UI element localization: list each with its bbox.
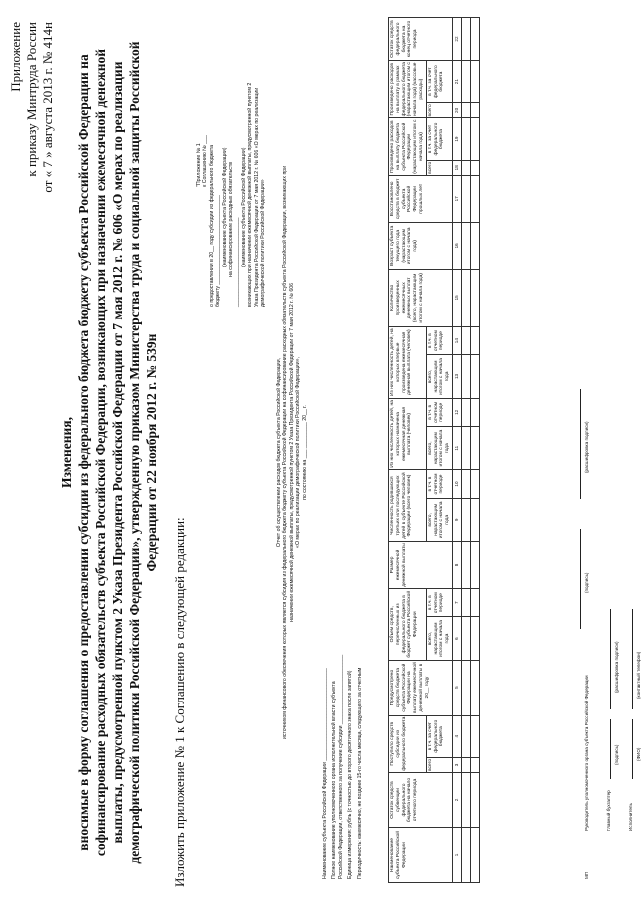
table-number-cell: 2: [452, 773, 461, 828]
report-info: [322, 459, 363, 879]
table-header-cell: Предусмотрено средств бюджета субъекта Российской Федерации на выплату ежемесячной денежной выплаты в 20__ году: [389, 660, 453, 715]
executor-label: Исполнитель: [628, 803, 633, 831]
title-line-6: Федерации от 22 ноября 2012 г. № 539н: [144, 333, 159, 572]
table-number-cell: 10: [452, 470, 461, 499]
appendix-line-7: _______________________________: [234, 217, 241, 307]
appendix-line-2: к Соглашению № ___: [202, 135, 209, 187]
order-header: [8, 22, 56, 193]
appendix-block: [196, 17, 266, 307]
head-decode-line: [580, 389, 581, 499]
table-header-cell: Остаток средств субвенции федерального бюджета на начало отчетного периода: [389, 773, 453, 828]
table-header-cell: Численность родившихся третьих или последующих детей в субъекте Российской Федерации (всего человек): [389, 470, 427, 542]
info-authority: Полное наименование уполномоченного органа исполнительной власти субъекта: [331, 681, 338, 879]
title-line-5: демографической политики Российской Федерации», утвержденную приказом Министерства труда и социальной защиты Российской: [127, 41, 142, 864]
table-subheader-cell: всего, нарастающим итогом с начала года: [426, 498, 452, 541]
table-header-cell: Остаток средств федерального бюджета на конец отчетного периода: [389, 18, 453, 61]
intro-text: Изложить приложение № 1 к Соглашению в следующей редакции:: [172, 517, 187, 887]
header-appendix: Приложение: [8, 22, 23, 92]
table-number-cell: 19: [452, 118, 461, 160]
executor-name-caption: (ФИО): [636, 747, 641, 761]
table-number-cell: 5: [452, 660, 461, 715]
executor-phone-line: [632, 609, 633, 709]
table-number-cell: 3: [452, 757, 461, 772]
report-title-line-5: по состоянию на ___ _________ 20__ г.: [301, 405, 308, 500]
appendix-line-8: (наименование субъекта Российской Федерации): [240, 147, 247, 267]
table-number-cell: 14: [452, 326, 461, 355]
table-number-cell: 12: [452, 398, 461, 427]
title-line-1: Изменения,: [59, 417, 74, 488]
table-header-cell: Размер ежемесячной денежной выплаты: [389, 541, 453, 588]
executor-phone-caption: (контактный телефон): [636, 651, 641, 699]
title-line-4: выплаты, предусмотренной пунктом 2 Указа Президента Российской Федерации от 7 мая 2012 г. № 606 «О мерах по реализации: [110, 61, 125, 844]
report-title-line-1: Отчет об осуществлении расходов бюджета субъекта Российской Федерации,: [276, 357, 282, 548]
table-number-cell: 8: [452, 541, 461, 588]
table-header-cell: Произведено расходов на выплату бюджета субъекта Российской Федерации (нарастающим итогом с начала года): [389, 118, 427, 175]
table-subheader-cell: в т.ч. в отчетном периоде: [426, 326, 452, 355]
table-subheader-row: [426, 18, 452, 883]
table-number-cell: 4: [452, 715, 461, 757]
table-header-cell: Поступило средств субсидии из федерального бюджета: [389, 715, 427, 772]
accountant-decode-caption: (расшифровка подписи): [614, 641, 619, 693]
report-title: [276, 30, 308, 875]
table-number-cell: 11: [452, 427, 461, 470]
table-number-cell: 17: [452, 175, 461, 222]
info-unit: Единица измерения: рубль (с точностью до второго десятичного знака после запятой): [347, 670, 354, 879]
report-title-line-3: назначении ежемесячной денежной выплаты, предусмотренной пунктом 2 Указа Президента Российской Федерации от 7 мая 2012 г. № 606: [288, 283, 295, 622]
table-number-cell: 7: [452, 588, 461, 617]
appendix-line-5: (наименование субъекта Российской Федерации): [221, 147, 228, 267]
table-header-cell: Из них численность детей, на которых впервые произведена ежемесячная денежная выплата (человек): [389, 326, 427, 398]
header-order: к приказу Минтруда России: [24, 22, 39, 177]
accountant-decode-line: [610, 609, 611, 709]
appendix-line-11: демографической политики Российской Федерации»: [260, 179, 267, 307]
appendix-line-3: о предоставлении в 20__ году субсидии из федерального бюджета: [208, 144, 215, 307]
table-header-cell: Из них численность детей, на которых назначена ежемесячная денежная выплата (человек): [389, 398, 427, 470]
table-header-cell: Количество произведенных ежемесячных денежных выплат (всего, нарастающим итогом с начала года): [389, 269, 453, 326]
head-label: Руководитель уполномоченного органа субъекта Российской Федерации: [584, 675, 589, 831]
table-subheader-cell: в т.ч. в отчетном периоде: [426, 398, 452, 427]
table-subheader-cell: в т.ч. за счет федерального бюджета: [426, 715, 452, 757]
info-authority-2: Российской Федерации, ответственного за получение субсидии ________________________: [337, 654, 344, 879]
table-header-cell: Произведено расходов на выплату в рамках федерального бюджета (нарастающим итогом с начала года) (кассовые расходы): [389, 61, 427, 118]
document-title: [58, 0, 160, 905]
table-number-cell: 22: [452, 18, 461, 61]
report-table: [388, 17, 480, 883]
table-subheader-cell: всего: [426, 160, 452, 175]
appendix-line-10: Указа Президента Российской Федерации от 7 мая 2012 г. № 606 «О мерах по реализации: [253, 87, 260, 307]
table-subheader-cell: в т.ч. в отчетном периоде: [426, 588, 452, 617]
table-subheader-cell: всего: [426, 103, 452, 118]
table-number-cell: 16: [452, 222, 461, 269]
table-row: [461, 18, 470, 883]
table-subheader-cell: всего, нарастающим итогом с начала года: [426, 355, 452, 398]
table-number-cell: 13: [452, 355, 461, 398]
table-header-row: [389, 18, 427, 883]
table-subheader-cell: в т.ч. в отчетном периоде: [426, 470, 452, 499]
table-header-cell: Восстановлено средств в бюджет субъекта Российской Федерации прошлых лет: [389, 175, 453, 222]
head-signature-caption: (подпись): [584, 572, 589, 593]
title-line-2: вносимые в форму соглашения о предоставлении субсидии из федерального бюджета бюджету субъекта Российской Федерации на: [76, 54, 91, 851]
table-subheader-cell: в т.ч. за счет федерального бюджета: [426, 118, 452, 160]
table-subheader-cell: в т.ч. за счет федерального бюджета: [426, 61, 452, 103]
head-decode-caption: (расшифровка подписи): [584, 421, 589, 473]
table-number-cell: 18: [452, 160, 461, 175]
table-number-cell: 21: [452, 61, 461, 103]
table-number-row: [452, 18, 461, 883]
table-subheader-cell: всего, нарастающим итогом с начала года: [426, 427, 452, 470]
table-number-cell: 9: [452, 498, 461, 541]
title-line-3: софинансирование расходных обязательств субъекта Российской Федерации, возникающих при назначении ежемесячной денежной: [93, 48, 108, 857]
table-subheader-cell: всего: [426, 757, 452, 772]
table-number-cell: 20: [452, 103, 461, 118]
report-title-line-4: «О мерах по реализации демографической политики Российской Федерации»,: [295, 357, 302, 548]
appendix-line-1: "Приложение № 1: [196, 143, 202, 187]
accountant-signature-caption: (подпись): [614, 744, 619, 765]
info-subject: Наименование субъекта Российской Федерации ________________________________: [322, 668, 328, 879]
appendix-line-4: бюджету _______________________________: [215, 195, 222, 307]
table-header-cell: Объем средств, перечисленных из федерального бюджета в бюджет субъекта Российской Федерации: [389, 588, 427, 660]
accountant-signature-line: [610, 719, 611, 779]
appendix-line-6: на софинансирование расходных обязательств: [228, 162, 235, 277]
table-header-cell: Наименование субъекта Российской Федерации: [389, 828, 453, 883]
table-subheader-cell: всего, нарастающим итогом с начала года: [426, 617, 452, 660]
table-header-cell: Возраст субъекта текущего года (нарастающим итогом с начала года): [389, 222, 453, 269]
executor-name-line: [632, 719, 633, 779]
table-number-cell: 1: [452, 828, 461, 883]
appendix-line-9: возникающих при назначении ежемесячной денежной выплаты, предусмотренной пунктом 2: [247, 82, 254, 307]
head-signature-line: [580, 529, 581, 629]
stamp-place: МП: [584, 871, 589, 879]
table-number-cell: 6: [452, 617, 461, 660]
report-title-line-2: источником финансового обеспечения которых является субсидия из федерального бюджета бюджету субъекта Российской Федерации на софинансирование расходных обязательств субъекта Российской Федерации, возникающих при: [282, 165, 289, 740]
table-number-cell: 15: [452, 269, 461, 326]
table-row: [470, 18, 479, 883]
accountant-label: Главный бухгалтер: [606, 790, 611, 831]
header-date-number: от « 7 » августа 2013 г. № 414н: [40, 22, 55, 193]
info-periodicity: Периодичность: ежемесячно, не позднее 15-го числа месяца, следующего за отчетным: [356, 667, 363, 879]
